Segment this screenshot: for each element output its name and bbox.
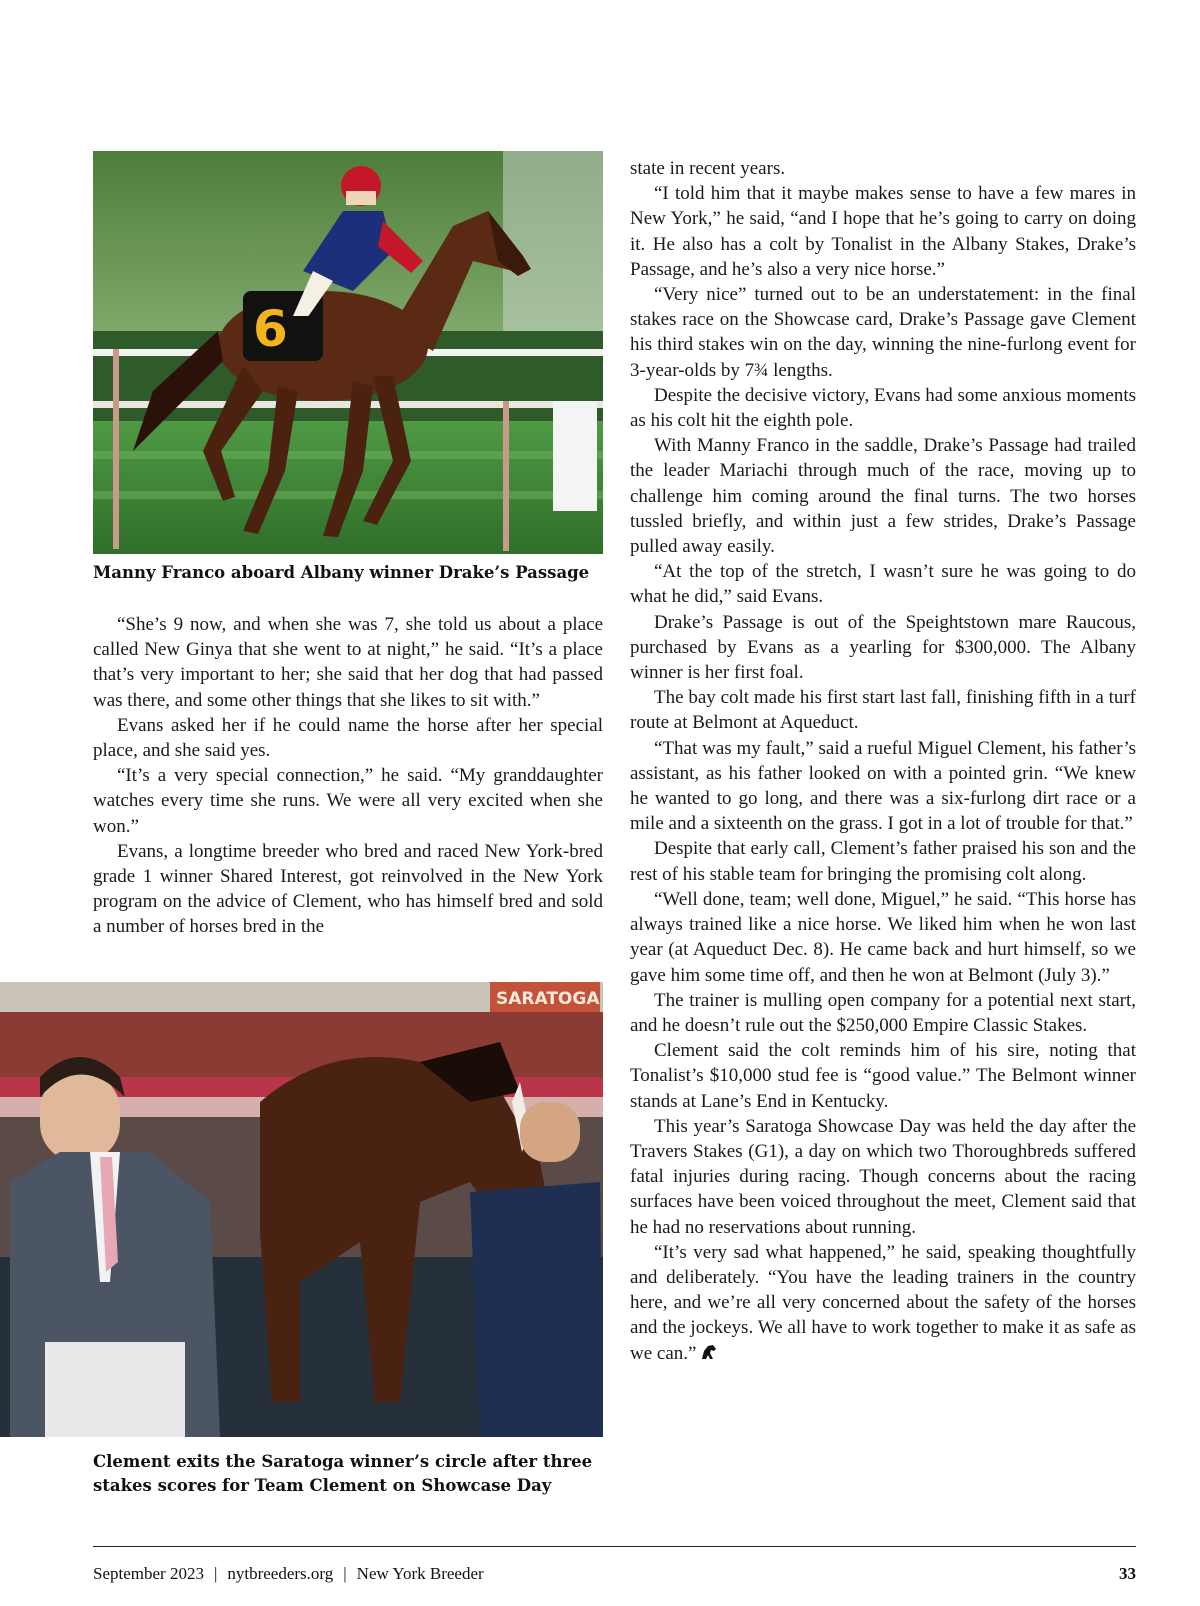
page-footer bbox=[93, 1562, 1136, 1586]
paragraph: The trainer is mulling open company for a potential next start, and he doesn’t rule out the $250,000 Empire Classic Stakes. bbox=[630, 989, 1136, 1036]
paragraph: state in recent years. bbox=[630, 158, 786, 179]
paragraph: The bay colt made his first start last fall, finishing fifth in a turf route at Belmont at Aqueduct. bbox=[630, 687, 1136, 734]
paragraph: “Well done, team; well done, Miguel,” he said. “This horse has always trained like a nice horse. We liked him when he won last year (at Aqueduct Dec. 8). He came back and hurt himself, so we gave him some time off, and then he won at Belmont (July 3).” bbox=[630, 888, 1136, 986]
winners-circle-illustration bbox=[0, 982, 603, 1437]
footer-publication: New York Breeder bbox=[356, 1564, 484, 1583]
article-left-column bbox=[93, 612, 603, 940]
paragraph: Despite that early call, Clement’s father praised his son and the rest of his stable team for bringing the promising colt along. bbox=[630, 838, 1136, 885]
saddle-cloth-number: 6 bbox=[253, 300, 288, 358]
paragraph: “Very nice” turned out to be an understatement: in the final stakes race on the Showcase card, Drake’s Passage gave Clement his third stakes win on the day, winning the nine-furlong event for 3-year-olds by 7¾ lengths. bbox=[630, 284, 1136, 381]
winners-circle-photo bbox=[0, 982, 603, 1437]
footer-separator: | bbox=[343, 1564, 347, 1583]
horse-end-mark-icon bbox=[700, 1343, 718, 1361]
photo-caption: Clement exits the Saratoga winner’s circle after three stakes scores for Team Clement on Showcase Day bbox=[93, 1452, 593, 1495]
paragraph: With Manny Franco in the saddle, Drake’s Passage had trailed the leader Mariachi through much of the race, moving up to challenge him coming around the final turns. The two horses tussled briefly, and within just a few strides, Drake’s Passage pulled away easily. bbox=[630, 435, 1136, 558]
paragraph: “That was my fault,” said a rueful Miguel Clement, his father’s assistant, as his father looked on with a pointed grin. “We knew he wanted to go long, and there was a six-furlong dirt race or a mile and a sixteenth on the grass. I got in a lot of trouble for that.” bbox=[630, 737, 1136, 835]
race-photo-illustration bbox=[93, 151, 603, 554]
photo-caption: Manny Franco aboard Albany winner Drake’s Passage bbox=[93, 563, 590, 582]
footer-date: September 2023 bbox=[93, 1564, 204, 1583]
paragraph: Clement said the colt reminds him of his sire, noting that Tonalist’s $10,000 stud fee is “good value.” The Belmont winner stands at Lane’s End in Kentucky. bbox=[630, 1040, 1136, 1112]
footer-separator: | bbox=[213, 1564, 218, 1583]
paragraph: “It’s a very special connection,” he said. “My granddaughter watches every time she runs. We were all very excited when she won.” bbox=[93, 765, 603, 837]
saratoga-sign: SARATOGA bbox=[496, 989, 600, 1009]
paragraph: This year’s Saratoga Showcase Day was held the day after the Travers Stakes (G1), a day on which two Thoroughbreds suffered fatal injuries during racing. Though concerns about the racing surfaces have been voiced throughout the meet, Clement said that he had no reservations about running. bbox=[630, 1115, 1136, 1238]
last-paragraph bbox=[630, 1240, 1136, 1366]
race-photo bbox=[93, 151, 603, 554]
paragraph: “She’s 9 now, and when she was 7, she told us about a place called New Ginya that she went to at night,” he said. “It’s a place that’s very important to her; she said that her dog that had passed was there, and some other things that she likes to sit with.” bbox=[93, 614, 603, 711]
paragraph: “At the top of the stretch, I wasn’t sure he was going to do what he did,” said Evans. bbox=[630, 561, 1136, 608]
article-right-column bbox=[630, 156, 1136, 1366]
paragraph: “I told him that it maybe makes sense to have a few mares in New York,” he said, “and I hope that he’s going to carry on doing it. He also has a colt by Tonalist in the Albany Stakes, Drake’s Passage, and he’s also a very nice horse.” bbox=[630, 183, 1136, 280]
paragraph: Drake’s Passage is out of the Speightstown mare Raucous, purchased by Evans as a yearling for $300,000. The Albany winner is her first foal. bbox=[630, 611, 1136, 684]
page-number: 33 bbox=[1119, 1564, 1136, 1583]
paragraph-text: “It’s very sad what happened,” he said, speaking thoughtfully and deliberately. “You have the leading trainers in the country here, and we’re all very concerned about the safety of the horses and the jockeys. We all have to work together to make it as safe as we can.” bbox=[630, 1241, 1136, 1364]
footer-rule bbox=[93, 1546, 1136, 1547]
footer-info bbox=[93, 1562, 484, 1586]
paragraph: Evans, a longtime breeder who bred and raced New York-bred grade 1 winner Shared Interest, got reinvolved in the New York program on the advice of Clement, who has himself bred and sold a number of horses bred in the bbox=[93, 840, 603, 938]
footer-site: nytbreeders.org bbox=[227, 1564, 334, 1583]
paragraph: Evans asked her if he could name the horse after her special place, and she said yes. bbox=[93, 714, 603, 762]
paragraph: Despite the decisive victory, Evans had some anxious moments as his colt hit the eighth pole. bbox=[630, 384, 1136, 432]
